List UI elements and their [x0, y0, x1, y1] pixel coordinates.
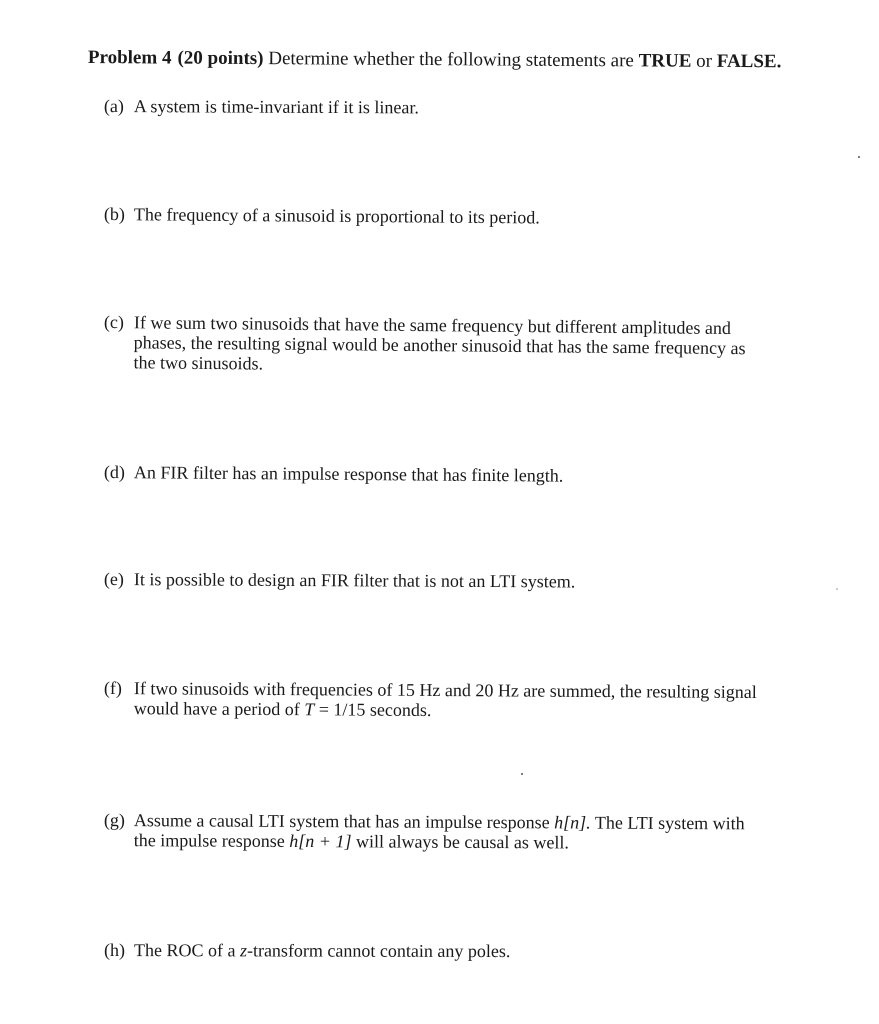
statement-text [134, 940, 510, 961]
line-suffix: will always be causal as well. [355, 831, 569, 853]
statement-text: It is possible to design an FIR filter that is not an LTI system. [133, 569, 576, 592]
statement-label: (e) [103, 569, 124, 590]
statement-label: (a) [103, 96, 124, 117]
or-word: or [696, 50, 713, 72]
statement-label: (c) [103, 312, 124, 333]
problem-header [88, 46, 828, 75]
statement-text: The frequency of a sinusoid is proportional to its period. [133, 204, 540, 228]
statement-text-line-2: phases, the resulting signal would be another sinusoid that has the same frequency as [133, 332, 746, 359]
z-variable: z [239, 940, 247, 961]
problem-number: Problem 4 [87, 46, 172, 69]
statement-label: (b) [103, 204, 125, 225]
line-prefix: Assume a causal LTI system that has an impulse response [133, 810, 550, 833]
statement-text-line-1: If two sinusoids with frequencies of 15 Hz and 20 Hz are summed, the resulting signal [133, 678, 757, 702]
points: (20 points) [177, 47, 264, 70]
period-variable: T [304, 699, 315, 720]
line-prefix: would have a period of [133, 698, 300, 720]
statement-label: (g) [103, 810, 125, 831]
statement-text: An FIR filter has an impulse response that has finite length. [133, 462, 564, 486]
statement-text-line-3: the two sinusoids. [133, 352, 264, 374]
line-suffix: = 1/15 seconds. [318, 699, 432, 721]
scan-speck [836, 588, 838, 590]
line-suffix: The LTI system with [594, 812, 745, 834]
statement-text-line-2 [134, 830, 745, 853]
shifted-response-math: h[n + 1] [289, 830, 352, 852]
line-prefix: the impulse response [133, 830, 285, 851]
line-suffix: -transform cannot contain any poles. [246, 940, 511, 962]
statement-text: A system is time-invariant if it is linear. [133, 96, 419, 118]
impulse-response-math: h[n]. [554, 812, 591, 833]
statement-label: (h) [103, 940, 125, 961]
instruction-text: Determine whether the following statements are [268, 48, 634, 72]
scan-speck [521, 773, 523, 775]
false-word: FALSE. [716, 50, 782, 73]
line-prefix: The ROC of a [133, 940, 236, 961]
statement-text-line-2 [134, 698, 757, 722]
statement-label: (f) [103, 678, 122, 699]
true-word: TRUE [638, 50, 692, 72]
statement-text-line-1: If we sum two sinusoids that have the same frequency but different amplitudes and [133, 312, 731, 339]
statement-label: (d) [103, 462, 125, 483]
scan-speck [858, 156, 860, 158]
